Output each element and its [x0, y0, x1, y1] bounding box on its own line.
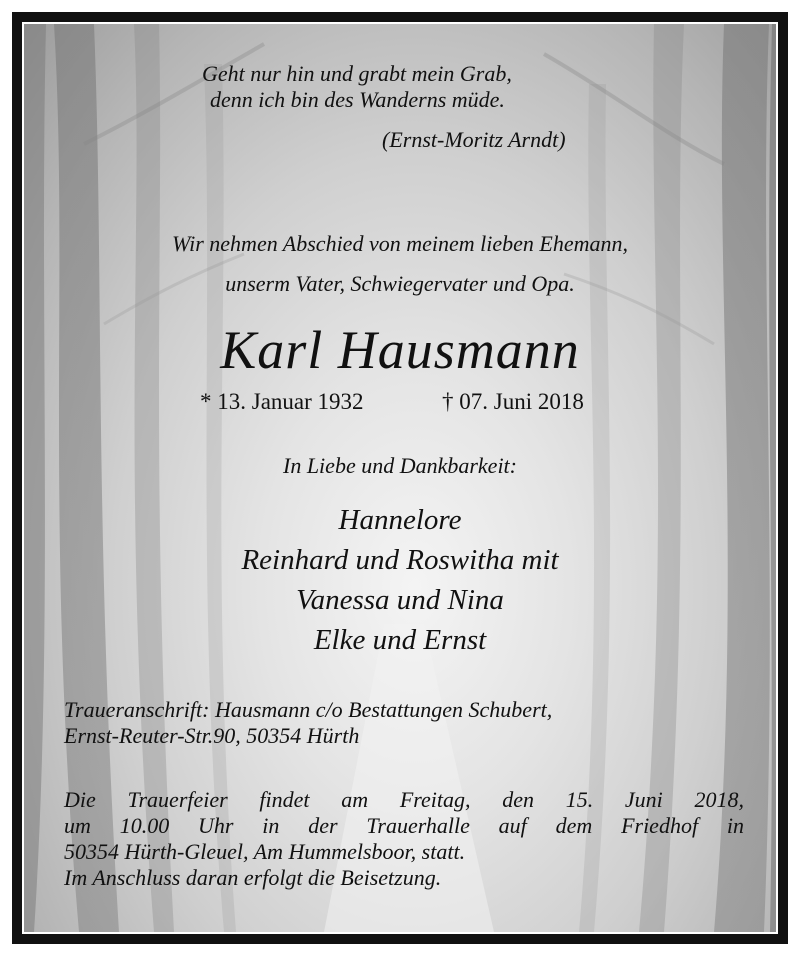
address-line-1: Traueranschrift: Hausmann c/o Bestattungen Schubert,: [64, 697, 553, 722]
quote-author: (Ernst-Moritz Arndt): [382, 127, 566, 152]
intro-line-2: unserm Vater, Schwiegervater und Opa.: [225, 271, 575, 296]
obituary-panel: [22, 22, 778, 934]
family-line-2: Reinhard und Roswitha mit: [241, 544, 559, 576]
family-line-3: Vanessa und Nina: [296, 584, 504, 616]
thanks-line: In Liebe und Dankbarkeit:: [283, 453, 517, 478]
ceremony-line-4: Im Anschluss daran erfolgt die Beisetzung.: [64, 865, 442, 890]
obituary-frame: [12, 12, 788, 944]
address-line-2: Ernst-Reuter-Str.90, 50354 Hürth: [64, 723, 360, 748]
ceremony-line-1: Die Trauerfeier findet am Freitag, den 15. Juni 2018,: [64, 787, 744, 812]
quote-line-1: Geht nur hin und grabt mein Grab,: [202, 61, 512, 86]
family-line-4: Elke und Ernst: [313, 624, 487, 656]
obituary-content: [24, 24, 776, 932]
deceased-name: Karl Hausmann: [220, 320, 580, 380]
ceremony-line-2: um 10.00 Uhr in der Trauerhalle auf dem Friedhof in: [64, 813, 744, 838]
ceremony-line-3: 50354 Hürth-Gleuel, Am Hummelsboor, statt.: [64, 839, 466, 864]
intro-line-1: Wir nehmen Abschied von meinem lieben Ehemann,: [172, 231, 628, 256]
quote-line-2: denn ich bin des Wanderns müde.: [210, 87, 505, 112]
death-date: † 07. Juni 2018: [442, 389, 584, 414]
birth-date: * 13. Januar 1932: [200, 389, 364, 414]
family-line-1: Hannelore: [338, 504, 462, 536]
